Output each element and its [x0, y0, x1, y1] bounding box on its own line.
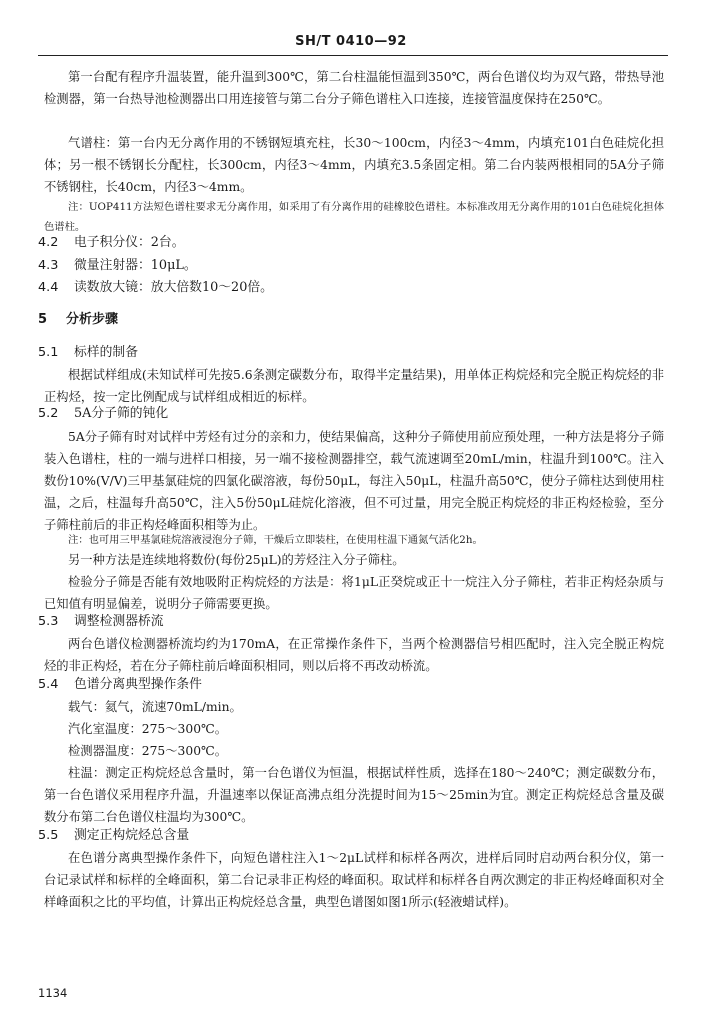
paragraph-5-5: 在色谱分离典型操作条件下，向短色谱柱注入1～2μL试样和标样各两次，进样后同时启动两台积分仪，第一台记录试样和标样的全峰面积，第二台记录非正构烃的峰面积。取试样和标样各自两次测定的非正构烃峰面积对全样峰面积之比的平均值，计算出正构烷烃总含量，典型色谱图如图1所示(轻液蜡试样)。	[44, 851, 664, 909]
section-number: 4.4	[38, 280, 59, 295]
condition-injector-temp: 汽化室温度：275～300℃。	[68, 722, 228, 736]
section-number: 5.4	[38, 677, 59, 692]
section-5-4	[38, 674, 202, 696]
section-number: 5.2	[38, 406, 59, 421]
condition-detector-temp: 检测器温度：275～300℃。	[68, 744, 228, 758]
section-text: 电子积分仪：2台。	[74, 235, 185, 250]
section-5-3	[38, 611, 164, 633]
section-5-2	[38, 403, 168, 425]
section-4-4	[38, 277, 273, 299]
section-number: 5.3	[38, 614, 59, 629]
section-text: 微量注射器：10μL。	[74, 258, 197, 273]
page-header: SH/T 0410—92	[295, 34, 407, 49]
section-4-3	[38, 255, 197, 277]
paragraph-5-3: 两台色谱仪检测器桥流均约为170mA，在正常操作条件下，当两个检测器信号相匹配时，注入完全脱正构烷烃的非正构烃，若在分子筛柱前后峰面积相同，则以后将不再改动桥流。	[44, 637, 664, 673]
section-text: 测定正构烷烃总含量	[74, 828, 190, 843]
chapter-title: 分析步骤	[66, 312, 119, 327]
section-number: 5.5	[38, 828, 59, 843]
chapter-5-heading	[38, 309, 118, 331]
note-5-2: 注：也可用三甲基氯硅烷溶液浸泡分子筛，干燥后立即装柱，在使用柱温下通氮气活化2h。	[68, 534, 483, 546]
condition-carrier-gas: 载气：氦气，流速70mL/min。	[68, 700, 242, 714]
paragraph-5-2: 5A分子筛有时对试样中芳烃有过分的亲和力，使结果偏高，这种分子筛使用前应预处理，一种方法是将分子筛装入色谱柱，柱的一端与进样口相接，另一端不接检测器排空，载气流速调至20mL/min，柱温升到100℃。注入数份10%(V/V)三甲基氯硅烷的四氯化碳溶液，每份50μL，每注入50μL，柱温升高50℃，使分子筛柱达到使用柱温，之后，柱温每升高50℃，注入5份50μL硅烷化溶液，但不可过量，用完全脱正构烷烃的非正构烃检验，至分子筛柱前后的非正构烃峰面积相等为止。	[44, 430, 664, 532]
paragraph-5-2-check: 检验分子筛是否能有效地吸附正构烷烃的方法是：将1μL正癸烷或正十一烷注入分子筛柱，若非正构烃杂质与已知值有明显偏差，说明分子筛需要更换。	[44, 575, 664, 611]
page-number: 1134	[38, 986, 68, 1000]
section-5-1	[38, 342, 138, 364]
note-column: 注：UOP411方法短色谱柱要求无分离作用，如采用了有分离作用的硅橡胶色谱柱。本标准改用无分离作用的101白色硅烷化担体色谱柱。	[44, 201, 664, 233]
section-text: 调整检测器桥流	[74, 614, 164, 629]
section-text: 5A分子筛的钝化	[74, 406, 169, 421]
section-text: 标样的制备	[74, 345, 138, 360]
section-4-2	[38, 232, 185, 254]
section-text: 读数放大镜：放大倍数10～20倍。	[74, 280, 273, 295]
paragraph-5-1: 根据试样组成(未知试样可先按5.6条测定碳数分布，取得半定量结果)，用单体正构烷烃和完全脱正构烷烃的非正构烃，按一定比例配成与试样组成相近的标样。	[44, 368, 664, 404]
section-text: 色谱分离典型操作条件	[74, 677, 202, 692]
section-number: 5.1	[38, 345, 59, 360]
header-rule	[38, 55, 668, 56]
paragraph-5-2-alt: 另一种方法是连续地将数份(每份25μL)的芳烃注入分子筛柱。	[68, 553, 405, 567]
section-5-5	[38, 825, 189, 847]
section-number: 4.2	[38, 235, 59, 250]
paragraph-instrument: 第一台配有程序升温装置，能升温到300℃，第二台柱温能恒温到350℃，两台色谱仪均为双气路，带热导池检测器，第一台热导池检测器出口用连接管与第二台分子筛色谱柱入口连接，连接管温度保持在250℃。	[44, 70, 664, 106]
section-number: 4.3	[38, 258, 59, 273]
paragraph-columns: 气谱柱：第一台内无分离作用的不锈钢短填充柱，长30～100cm，内径3～4mm，内填充101白色硅烷化担体；另一根不锈钢长分配柱，长300cm，内径3～4mm，内填充3.5条固定相。第二台内装两根相同的5A分子筛不锈钢柱，长40cm，内径3～4mm。	[44, 136, 664, 194]
condition-column-temp: 柱温：测定正构烷烃总含量时，第一台色谱仪为恒温，根据试样性质，选择在180～240℃；测定碳数分布，第一台色谱仪采用程序升温，升温速率以保证高沸点组分洗提时间为15～25min为宜。测定正构烷烃总含量及碳数分布第二台色谱仪柱温均为300℃。	[44, 766, 664, 824]
chapter-number: 5	[38, 312, 48, 327]
